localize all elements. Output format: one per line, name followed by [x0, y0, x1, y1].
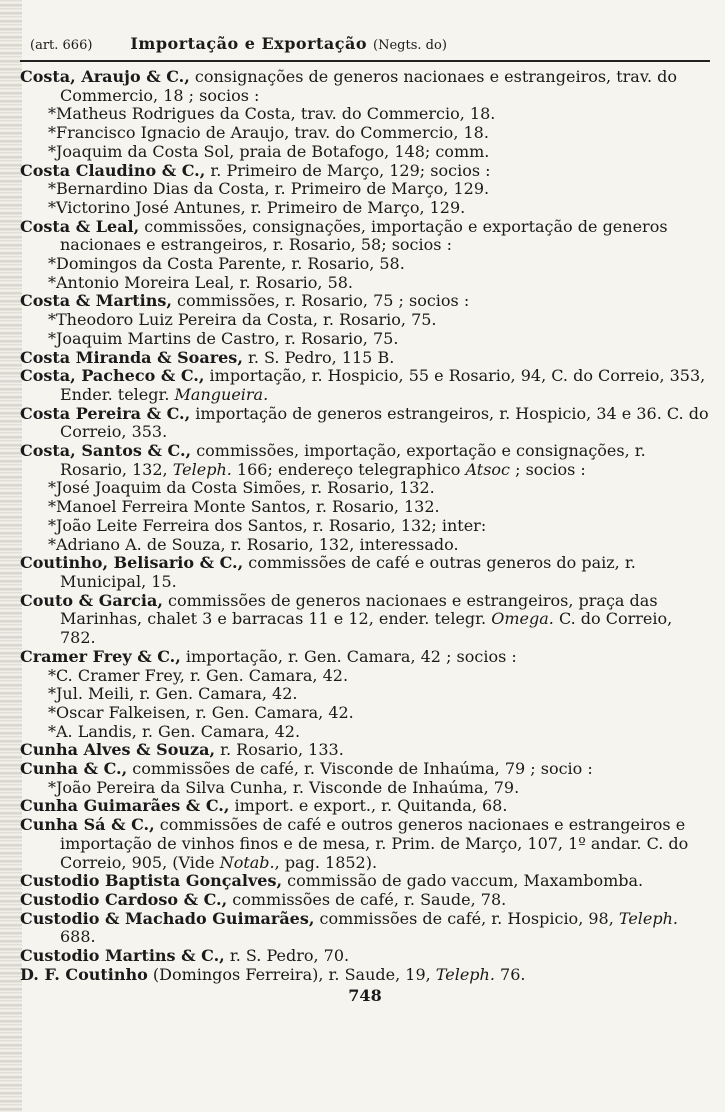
partner-entry [20, 311, 710, 330]
entry-text: *Theodoro Luiz Pereira da Costa, r. Rosario, 75. [48, 310, 437, 330]
entry-text: commissões de café e outros generos nacionaes e estrangeiros e importação de vinhos finos e de mesa, r. Prim. de Março, 107, 1º andar. C. do Correio, 905, (Vide [60, 815, 689, 872]
firm-name: Costa, Santos & C., [20, 441, 192, 461]
firm-name: D. F. Coutinho [20, 964, 148, 984]
entry-text: 76. [494, 964, 526, 984]
partner-entry [20, 105, 710, 124]
partner-entry [20, 199, 710, 218]
firm-name: Custodio Cardoso & C., [20, 889, 228, 909]
firm-entry [20, 218, 710, 255]
partner-entry [20, 124, 710, 143]
firm-name: Cramer Frey & C., [20, 646, 181, 666]
entry-italic: Notab. [219, 852, 275, 872]
page-header [20, 34, 710, 62]
firm-entry [20, 891, 710, 910]
firm-entry [20, 349, 710, 368]
page-subtitle: (Negts. do) [373, 38, 447, 53]
entry-text: commissão de gado vaccum, Maxambomba. [282, 871, 644, 891]
entry-text: *Joaquim Martins de Castro, r. Rosario, 75. [48, 328, 399, 348]
entry-italic: Mangueira. [174, 384, 269, 404]
entry-text: commissões, importação, exportação e consignações, r. Rosario, 132, [60, 441, 646, 479]
entry-italic: Omega. [491, 609, 554, 629]
entry-text: *Antonio Moreira Leal, r. Rosario, 58. [48, 272, 354, 292]
firm-entry [20, 947, 710, 966]
entry-text: importação, r. Hospicio, 55 e Rosario, 94, C. do Correio, 353, Ender. telegr. [60, 366, 706, 404]
partner-entry [20, 143, 710, 162]
entry-text: *Manoel Ferreira Monte Santos, r. Rosario, 132. [48, 497, 440, 517]
partner-entry [20, 498, 710, 517]
firm-name: Costa & Leal, [20, 216, 140, 236]
entry-text: commissões, consignações, importação e exportação de generos nacionaes e estrangeiros, r. Rosario, 58; socios : [60, 216, 668, 255]
firm-entry [20, 872, 710, 891]
entry-text: importação, r. Gen. Camara, 42 ; socios : [180, 646, 517, 666]
firm-name: Cunha Sá & C., [20, 815, 155, 835]
entry-text: *Matheus Rodrigues da Costa, trav. do Commercio, 18. [48, 104, 496, 124]
entry-text: (Domingos Ferreira), r. Saude, 19, [147, 964, 436, 984]
entry-italic: Teleph. [618, 908, 679, 928]
firm-entry [20, 760, 710, 779]
firm-name: Costa Claudino & C., [20, 160, 206, 180]
entry-text: *Adriano A. de Souza, r. Rosario, 132, interessado. [48, 534, 459, 554]
firm-name: Costa, Pacheco & C., [20, 366, 205, 386]
entry-text: *José Joaquim da Costa Simões, r. Rosario, 132. [48, 478, 435, 498]
entry-text: *C. Cramer Frey, r. Gen. Camara, 42. [48, 665, 349, 685]
entry-italic: Teleph. [172, 459, 232, 479]
firm-name: Couto & Garcia, [20, 590, 163, 610]
partner-entry [20, 330, 710, 349]
firm-name: Costa, Araujo & C., [20, 67, 190, 86]
entry-text: importação de generos estrangeiros, r. Hospicio, 34 e 36. C. do Correio, 353. [60, 403, 709, 442]
firm-entry [20, 442, 710, 479]
firm-name: Cunha Guimarães & C., [20, 796, 230, 816]
entry-text: commissões de café e outras generos do paiz, r. Municipal, 15. [60, 553, 636, 591]
partner-entry [20, 517, 710, 536]
article-reference: (art. 666) [30, 38, 93, 53]
firm-entry [20, 741, 710, 760]
firm-entry [20, 292, 710, 311]
partner-entry [20, 479, 710, 498]
entry-text: *Jul. Meili, r. Gen. Camara, 42. [48, 684, 298, 704]
entry-text: r. S. Pedro, 70. [224, 946, 350, 966]
entry-text: *Bernardino Dias da Costa, r. Primeiro de Março, 129. [48, 179, 490, 199]
firm-name: Costa Pereira & C., [20, 403, 191, 423]
entry-text: *A. Landis, r. Gen. Camara, 42. [48, 721, 301, 741]
firm-name: Cunha Alves & Souza, [20, 740, 216, 760]
partner-entry [20, 536, 710, 555]
entry-text: *Francisco Ignacio de Araujo, trav. do Commercio, 18. [48, 123, 489, 143]
entry-text: ; socios : [510, 459, 586, 479]
entry-text: *Oscar Falkeisen, r. Gen. Camara, 42. [48, 702, 354, 722]
firm-name: Custodio Baptista Gonçalves, [20, 871, 283, 891]
entry-italic: Teleph. [435, 964, 495, 984]
partner-entry [20, 723, 710, 742]
entry-text: *Victorino José Antunes, r. Primeiro de Março, 129. [48, 197, 466, 217]
firm-entry [20, 966, 710, 985]
directory-page [20, 34, 710, 1005]
entry-text: commissões de café, r. Hospicio, 98, [314, 908, 619, 928]
entry-text: commissões de café, r. Visconde de Inhaúma, 79 ; socio : [127, 759, 593, 779]
page-title: Importação e Exportação [130, 34, 368, 53]
firm-entry [20, 68, 710, 105]
firm-entry [20, 367, 710, 404]
firm-name: Custodio & Machado Guimarães, [20, 908, 315, 928]
entry-text: consignações de generos nacionaes e estrangeiros, trav. do Commercio, 18 ; socios : [60, 67, 678, 105]
entry-text: C. do Correio, 782. [60, 609, 673, 648]
partner-entry [20, 704, 710, 723]
firm-name: Costa & Martins, [20, 291, 172, 311]
entry-text: *João Leite Ferreira dos Santos, r. Rosario, 132; inter: [48, 515, 487, 535]
entry-text: import. e export., r. Quitanda, 68. [229, 796, 508, 816]
page-binding-edge [0, 0, 22, 1112]
firm-name: Cunha & C., [20, 759, 128, 779]
entry-text: r. Primeiro de Março, 129; socios : [205, 160, 491, 180]
partner-entry [20, 255, 710, 274]
firm-entry [20, 797, 710, 816]
entry-text: *João Pereira da Silva Cunha, r. Visconde de Inhaúma, 79. [48, 777, 520, 797]
firm-name: Custodio Martins & C., [20, 946, 225, 966]
entry-text: r. S. Pedro, 115 B. [242, 347, 395, 367]
firm-entry [20, 592, 710, 648]
firm-entry [20, 162, 710, 181]
partner-entry [20, 779, 710, 798]
firm-entry [20, 816, 710, 872]
firm-entry [20, 910, 710, 947]
entry-text: commissões de café, r. Saude, 78. [227, 889, 507, 909]
firm-entry [20, 648, 710, 667]
firm-name: Coutinho, Belisario & C., [20, 553, 244, 573]
partner-entry [20, 180, 710, 199]
entry-text: *Domingos da Costa Parente, r. Rosario, 58. [48, 254, 405, 274]
entry-text: , pag. 1852). [274, 852, 378, 872]
entry-text: r. Rosario, 133. [215, 740, 344, 760]
firm-entry [20, 554, 710, 591]
entry-text: 166; endereço telegraphico [231, 459, 466, 479]
entry-text: 688. [60, 927, 96, 947]
entry-text: *Joaquim da Costa Sol, praia de Botafogo, 148; comm. [48, 141, 490, 161]
entry-list [20, 68, 710, 984]
entry-italic: Atsoc [465, 459, 510, 479]
firm-entry [20, 405, 710, 442]
page-number: 748 [348, 986, 382, 1006]
entry-text: commissões, r. Rosario, 75 ; socios : [171, 291, 470, 311]
firm-name: Costa Miranda & Soares, [20, 347, 243, 367]
entry-text: commissões de generos nacionaes e estrangeiros, praça das Marinhas, chalet 3 e barracas 11 e 12, ender. telegr. [60, 590, 658, 629]
partner-entry [20, 667, 710, 686]
partner-entry [20, 685, 710, 704]
partner-entry [20, 274, 710, 293]
